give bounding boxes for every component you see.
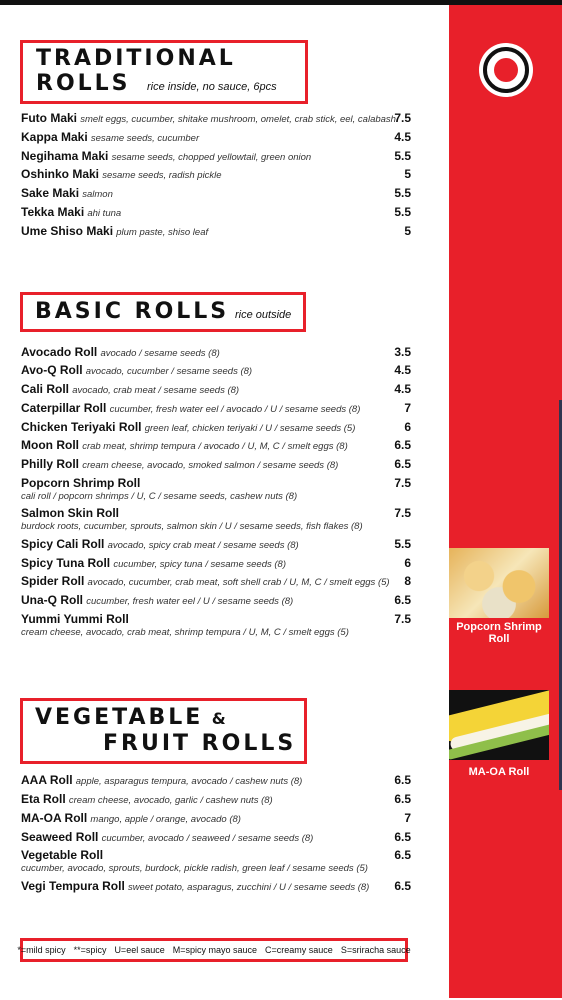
item-price: 7	[404, 811, 411, 825]
menu-item	[21, 773, 411, 789]
item-price: 6.5	[394, 593, 411, 607]
item-description: cucumber, spicy tuna / sesame seeds (8)	[113, 559, 286, 570]
menu-item	[21, 879, 411, 895]
item-price: 6.5	[394, 457, 411, 471]
item-description: sesame seeds, radish pickle	[102, 170, 222, 181]
item-price: 6	[404, 556, 411, 570]
menu-item	[21, 345, 411, 361]
item-name: Yummi Yummi Roll	[21, 612, 129, 626]
item-price: 7.5	[394, 111, 411, 125]
item-name: Vegi Tempura Roll	[21, 879, 125, 893]
item-description: avocado, spicy crab meat / sesame seeds (8)	[107, 540, 299, 551]
menu-item	[21, 506, 411, 533]
item-price: 5	[404, 224, 411, 238]
section-header-vegetable	[20, 698, 307, 764]
section-subtitle-basic: rice outside	[235, 309, 292, 321]
section-title-vegetable-word: VEGETABLE	[35, 705, 204, 730]
item-name: Oshinko Maki	[21, 167, 100, 181]
item-name: Avo-Q Roll	[21, 363, 83, 377]
item-name: Spicy Tuna Roll	[21, 556, 111, 570]
item-price: 7.5	[394, 612, 411, 626]
item-price: 5.5	[394, 537, 411, 551]
item-name: Spicy Cali Roll	[21, 537, 105, 551]
item-name: Futo Maki	[21, 111, 77, 125]
item-name: Sake Maki	[21, 186, 80, 200]
menu-item	[21, 574, 411, 590]
item-price: 6	[404, 420, 411, 434]
item-name: Cali Roll	[21, 382, 70, 396]
item-price: 6.5	[394, 879, 411, 893]
item-price: 6.5	[394, 773, 411, 787]
section-title-vegetable-line1	[35, 705, 229, 733]
item-description: sweet potato, asparagus, zucchini / U / sesame seeds (8)	[128, 882, 370, 893]
item-description: cream cheese, avocado, smoked salmon / sesame seeds (8)	[82, 460, 339, 471]
item-price: 7.5	[394, 506, 411, 520]
item-name: AAA Roll	[21, 773, 73, 787]
item-price: 5.5	[394, 186, 411, 200]
item-description: crab meat, shrimp tempura / avocado / U, M, C / smelt eggs (8)	[82, 441, 348, 452]
legend-item: C=creamy sauce	[265, 945, 333, 955]
menu-item	[21, 830, 411, 846]
menu-item	[21, 401, 411, 417]
item-description: cucumber, fresh water eel / U / sesame seeds (8)	[86, 596, 294, 607]
item-name: Tekka Maki	[21, 205, 85, 219]
item-name: Moon Roll	[21, 438, 79, 452]
photo-caption-ma-oa: MA-OA Roll	[468, 766, 530, 778]
item-price: 6.5	[394, 438, 411, 452]
item-price: 4.5	[394, 363, 411, 377]
item-name: Ume Shiso Maki	[21, 224, 114, 238]
menu-item	[21, 420, 411, 436]
menu-item	[21, 811, 411, 827]
menu-item	[21, 476, 411, 503]
section-title-basic: BASIC ROLLS	[35, 299, 230, 324]
menu-item	[21, 186, 411, 202]
item-description: plum paste, shiso leaf	[116, 227, 209, 238]
photo-caption-popcorn-shrimp: Popcorn Shrimp Roll	[456, 621, 542, 645]
menu-item	[21, 537, 411, 553]
item-name: Caterpillar Roll	[21, 401, 107, 415]
item-description: smelt eggs, cucumber, shitake mushroom, omelet, crab stick, eel, calabash	[80, 114, 396, 125]
item-price: 7	[404, 401, 411, 415]
item-price: 4.5	[394, 130, 411, 144]
section-title-ampersand: &	[211, 709, 229, 728]
menu-item	[21, 556, 411, 572]
item-name: Popcorn Shrimp Roll	[21, 476, 141, 490]
section-header-basic	[20, 292, 306, 332]
item-description: cream cheese, avocado, crab meat, shrimp tempura / U, M, C / smelt eggs (5)	[21, 627, 349, 638]
item-name: Salmon Skin Roll	[21, 506, 120, 520]
item-price: 7.5	[394, 476, 411, 490]
menu-item	[21, 612, 411, 639]
item-price: 4.5	[394, 382, 411, 396]
menu-item	[21, 224, 411, 240]
item-description: avocado, crab meat / sesame seeds (8)	[72, 385, 240, 396]
item-name: MA-OA Roll	[21, 811, 88, 825]
item-description: mango, apple / orange, avocado (8)	[90, 814, 241, 825]
item-price: 8	[404, 574, 411, 588]
item-price: 5	[404, 167, 411, 181]
item-name: Chicken Teriyaki Roll	[21, 420, 142, 434]
menu-item	[21, 792, 411, 808]
item-description: cucumber, fresh water eel / avocado / U / sesame seeds (8)	[109, 404, 361, 415]
item-description: salmon	[82, 189, 113, 200]
item-price: 5.5	[394, 205, 411, 219]
menu-item	[21, 457, 411, 473]
menu-item	[21, 363, 411, 379]
item-description: sesame seeds, chopped yellowtail, green onion	[111, 152, 312, 163]
menu-item	[21, 149, 411, 165]
item-description: cream cheese, avocado, garlic / cashew nuts (8)	[68, 795, 273, 806]
legend-item: S=sriracha sauce	[340, 945, 411, 955]
item-name: Kappa Maki	[21, 130, 88, 144]
item-name: Una-Q Roll	[21, 593, 83, 607]
legend-item: U=eel sauce	[114, 945, 165, 955]
item-name: Avocado Roll	[21, 345, 98, 359]
menu-item	[21, 382, 411, 398]
item-description: green leaf, chicken teriyaki / U / sesame seeds (5)	[144, 423, 356, 434]
menu-item	[21, 438, 411, 454]
item-description: avocado, cucumber, crab meat, soft shell crab / U, M, C / smelt eggs (5)	[87, 577, 390, 588]
item-description: cucumber, avocado / seaweed / sesame seeds (8)	[101, 833, 314, 844]
section-title-vegetable-line2: FRUIT ROLLS	[103, 731, 297, 756]
item-description: cali roll / popcorn shrimps / U, C / sesame seeds, cashew nuts (8)	[21, 491, 298, 502]
section-subtitle-traditional: rice inside, no sauce, 6pcs	[147, 81, 277, 93]
item-description: cucumber, avocado, sprouts, burdock, pickle radish, green leaf / sesame seeds (5)	[21, 863, 368, 874]
legend-item: *=mild spicy	[17, 945, 66, 955]
item-name: Vegetable Roll	[21, 848, 104, 862]
item-description: ahi tuna	[87, 208, 122, 219]
item-name: Philly Roll	[21, 457, 80, 471]
item-name: Negihama Maki	[21, 149, 109, 163]
item-price: 5.5	[394, 149, 411, 163]
section-title-traditional-line2: ROLLS	[36, 71, 131, 96]
menu-item	[21, 205, 411, 221]
ma-oa-roll-photo	[449, 690, 549, 760]
logo-dot	[494, 58, 518, 82]
menu-item	[21, 593, 411, 609]
legend-item: **=spicy	[73, 945, 107, 955]
item-name: Eta Roll	[21, 792, 66, 806]
item-description: apple, asparagus tempura, avocado / cashew nuts (8)	[75, 776, 303, 787]
section-title-traditional-line1: TRADITIONAL	[36, 46, 236, 71]
item-name: Spider Roll	[21, 574, 85, 588]
item-description: burdock roots, cucumber, sprouts, salmon skin / U / sesame seeds, fish flakes (8)	[21, 521, 363, 532]
menu-item	[21, 848, 411, 875]
item-description: avocado, cucumber / sesame seeds (8)	[85, 366, 253, 377]
legend-item: M=spicy mayo sauce	[172, 945, 258, 955]
menu-item	[21, 167, 411, 183]
item-description: avocado / sesame seeds (8)	[100, 348, 220, 359]
item-description: sesame seeds, cucumber	[90, 133, 200, 144]
popcorn-shrimp-roll-photo	[449, 548, 549, 618]
menu-item	[21, 130, 411, 146]
item-price: 6.5	[394, 848, 411, 862]
item-price: 6.5	[394, 830, 411, 844]
item-price: 3.5	[394, 345, 411, 359]
item-price: 6.5	[394, 792, 411, 806]
section-header-traditional	[20, 40, 308, 104]
item-name: Seaweed Roll	[21, 830, 99, 844]
brand-logo-icon	[479, 43, 533, 97]
menu-item	[21, 111, 411, 127]
sidebar-panel	[449, 5, 562, 998]
sauce-legend	[17, 938, 411, 962]
